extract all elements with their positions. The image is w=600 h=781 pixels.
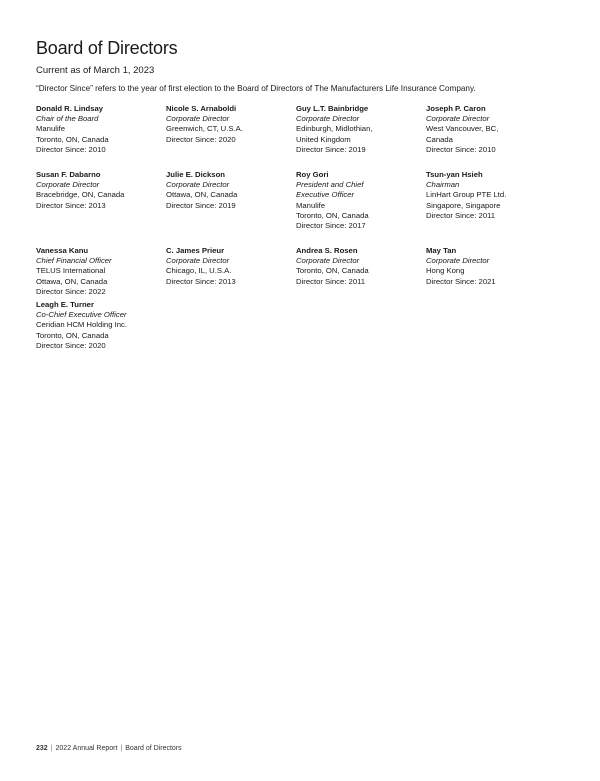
director-since: Director Since: 2011 bbox=[426, 210, 496, 220]
director-name: Joseph P. Caron bbox=[426, 104, 486, 113]
director-since: Director Since: 2017 bbox=[296, 221, 366, 231]
director-detail: Ottawa, ON, Canada bbox=[166, 190, 238, 200]
director-name: C. James Prieur bbox=[166, 246, 225, 255]
director-role: Chair of the Board bbox=[36, 114, 99, 124]
director-name: Guy L.T. Bainbridge bbox=[296, 104, 369, 113]
director-entry bbox=[296, 170, 426, 246]
director-detail: Singapore, Singapore bbox=[426, 200, 501, 210]
director-since: Director Since: 2021 bbox=[426, 276, 496, 286]
director-entry bbox=[166, 246, 296, 300]
report-name: 2022 Annual Report bbox=[55, 745, 118, 752]
director-name: May Tan bbox=[426, 246, 457, 255]
director-name: Donald R. Lindsay bbox=[36, 104, 104, 113]
footer-separator: | bbox=[120, 745, 123, 752]
director-role: Corporate Director bbox=[36, 180, 100, 190]
director-role: Corporate Director bbox=[296, 256, 360, 266]
director-since: Director Since: 2010 bbox=[36, 144, 106, 154]
director-name: Vanessa Kanu bbox=[36, 246, 89, 255]
director-detail: Bracebridge, ON, Canada bbox=[36, 190, 125, 200]
director-entry bbox=[36, 104, 166, 170]
director-since: Director Since: 2010 bbox=[426, 144, 496, 154]
director-detail: Chicago, IL, U.S.A. bbox=[166, 266, 232, 276]
director-role: Corporate Director bbox=[296, 114, 360, 124]
director-detail: United Kingdom bbox=[296, 134, 351, 144]
director-detail: Manulife bbox=[296, 200, 326, 210]
director-since: Director Since: 2013 bbox=[36, 200, 106, 210]
director-since: Director Since: 2013 bbox=[166, 276, 236, 286]
director-name: Tsun-yan Hsieh bbox=[426, 170, 483, 179]
director-detail: LinHart Group PTE Ltd. bbox=[426, 190, 507, 200]
director-role: Corporate Director bbox=[166, 256, 230, 266]
director-entry bbox=[426, 104, 556, 170]
director-entry bbox=[166, 170, 296, 246]
director-since: Director Since: 2020 bbox=[36, 340, 106, 350]
section-name: Board of Directors bbox=[125, 745, 182, 752]
director-role: President and Chief bbox=[296, 180, 364, 190]
page-number: 232 bbox=[36, 745, 48, 752]
director-name: Andrea S. Rosen bbox=[296, 246, 358, 255]
director-detail: Manulife bbox=[36, 124, 66, 134]
director-detail: Hong Kong bbox=[426, 266, 465, 276]
director-name: Susan F. Dabarno bbox=[36, 170, 101, 179]
directors-grid bbox=[36, 104, 576, 360]
director-detail: Toronto, ON, Canada bbox=[36, 134, 109, 144]
director-role: Corporate Director bbox=[166, 114, 230, 124]
director-entry bbox=[296, 104, 426, 170]
director-name: Julie E. Dickson bbox=[166, 170, 225, 179]
director-detail: Ceridian HCM Holding Inc. bbox=[36, 320, 128, 330]
director-detail: Greenwich, CT, U.S.A. bbox=[166, 124, 243, 134]
director-detail: Toronto, ON, Canada bbox=[296, 210, 369, 220]
director-detail: West Vancouver, BC, bbox=[426, 124, 499, 134]
director-entry bbox=[426, 246, 556, 300]
director-entry bbox=[166, 104, 296, 170]
director-detail: TELUS International bbox=[36, 266, 106, 276]
director-since-note: “Director Since” refers to the year of first election to the Board of Directors of The Manufacturers Life Insurance Company. bbox=[36, 84, 476, 93]
director-since: Director Since: 2019 bbox=[296, 144, 366, 154]
director-entry bbox=[426, 170, 556, 246]
director-since: Director Since: 2019 bbox=[166, 200, 236, 210]
page-title: Board of Directors bbox=[36, 38, 178, 58]
director-detail: Ottawa, ON, Canada bbox=[36, 276, 108, 286]
director-role: Corporate Director bbox=[426, 256, 490, 266]
director-entry bbox=[296, 246, 426, 300]
footer-separator: | bbox=[50, 745, 53, 752]
director-name: Nicole S. Arnaboldi bbox=[166, 104, 237, 113]
director-role: Co-Chief Executive Officer bbox=[36, 310, 127, 320]
director-detail: Canada bbox=[426, 134, 453, 144]
director-entry bbox=[36, 300, 166, 360]
director-role: Chief Financial Officer bbox=[36, 256, 112, 266]
director-name: Leagh E. Turner bbox=[36, 300, 94, 309]
director-entry bbox=[36, 246, 166, 300]
director-detail: Edinburgh, Midlothian, bbox=[296, 124, 373, 134]
page-footer bbox=[36, 745, 182, 752]
director-since: Director Since: 2011 bbox=[296, 276, 366, 286]
director-role: Executive Officer bbox=[296, 190, 355, 200]
director-name: Roy Gori bbox=[296, 170, 329, 179]
director-since: Director Since: 2020 bbox=[166, 134, 236, 144]
as-of-date: Current as of March 1, 2023 bbox=[36, 65, 155, 76]
director-role: Corporate Director bbox=[166, 180, 230, 190]
director-detail: Toronto, ON, Canada bbox=[296, 266, 369, 276]
director-entry bbox=[36, 170, 166, 246]
director-since: Director Since: 2022 bbox=[36, 286, 106, 296]
director-detail: Toronto, ON, Canada bbox=[36, 330, 109, 340]
director-role: Corporate Director bbox=[426, 114, 490, 124]
director-role: Chairman bbox=[426, 180, 460, 190]
